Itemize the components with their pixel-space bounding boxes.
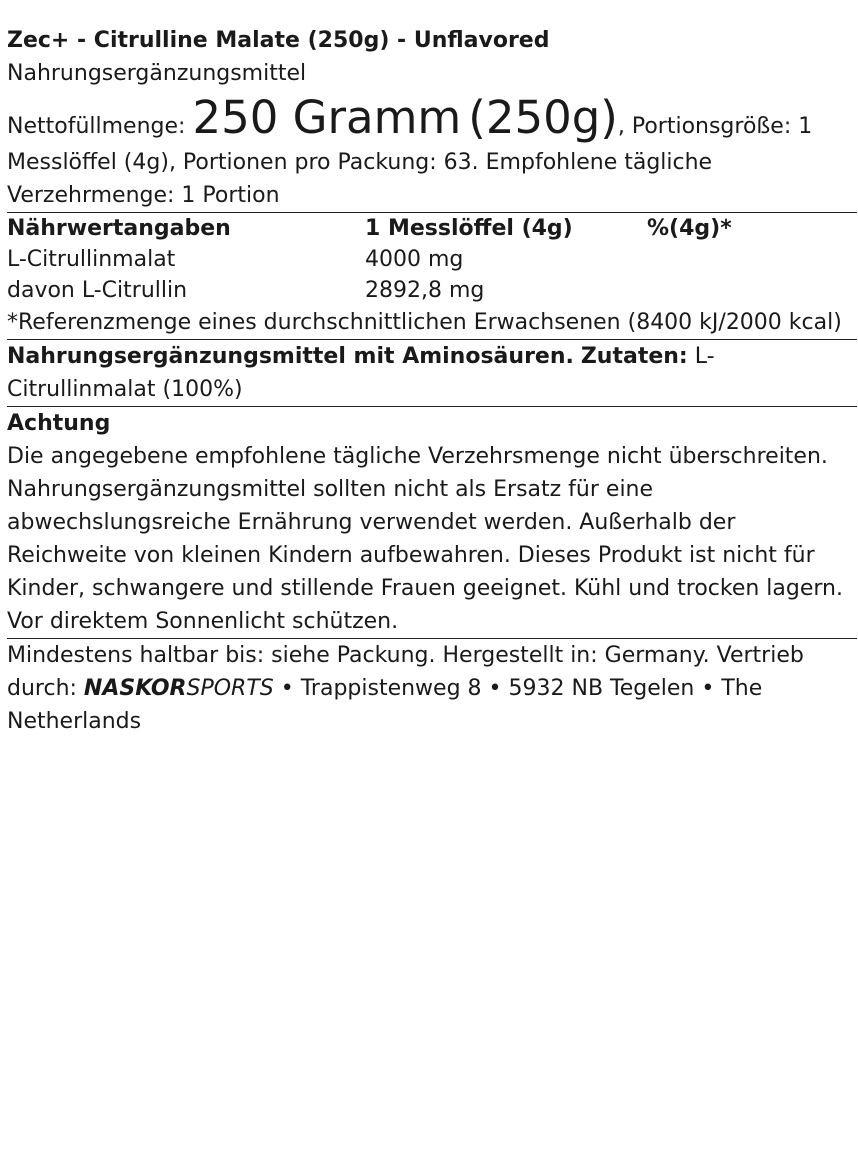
ingredients-label: Zutaten: (580, 344, 688, 369)
nutrient-amount: 2892,8 mg (365, 278, 485, 303)
nutrition-table (7, 213, 857, 306)
reference-footnote: *Referenzmenge eines durchschnittlichen Erwachsenen (8400 kJ/2000 kcal) (7, 310, 842, 335)
brand-name-bold: NASKOR (83, 676, 187, 701)
net-quantity-label: Nettofüllmenge: (7, 114, 186, 139)
nutrient-amount: 4000 mg (365, 247, 464, 272)
product-title: Zec+ - Citrulline Malate (250g) - Unflavored (7, 28, 550, 53)
nutrient-name: L-Citrullinmalat (7, 247, 176, 272)
nutrient-name: davon L-Citrullin (7, 278, 188, 303)
net-quantity-amount: 250 Gramm (192, 91, 462, 144)
nutrition-header-row (7, 213, 857, 244)
table-row (7, 244, 857, 275)
table-row (7, 275, 857, 306)
footer-block (7, 639, 857, 738)
ingredients-block (7, 340, 857, 406)
nutrient-percent (647, 244, 857, 275)
ingredients-intro: Nahrungsergänzungsmittel mit Aminosäuren. (7, 344, 574, 369)
product-category: Nahrungsergänzungsmittel (7, 61, 307, 86)
warning-text: Die angegebene empfohlene tägliche Verzehrsmenge nicht überschreiten. Nahrungsergänzungsmittel sollten nicht als Ersatz für eine abwechslungsreiche Ernährung verwendet werden. Außerhalb der Reichweite von kleinen Kindern aufbewahren. Dieses Produkt ist nicht für Kinder, schwangere und stillende Frauen geeignet. Kühl und trocken lagern. Vor direktem Sonnenlicht schützen. (7, 444, 843, 634)
serving-info: , Portionsgröße: 1 Messlöffel (4g), Portionen pro Packung: 63. Empfohlene tägliche Verzehrmenge: 1 Portion (7, 114, 813, 208)
nutrition-header-name: Nährwertangaben (7, 216, 231, 241)
footer-address: • Trappistenweg 8 • 5932 NB Tegelen • The Netherlands (7, 676, 763, 734)
nutrition-header-percent: %(4g)* (647, 216, 732, 241)
brand-name-italic: SPORTS (186, 676, 274, 701)
footer-prefix: Mindestens haltbar bis: siehe Packung. Hergestellt in: Germany. Vertrieb durch: (7, 643, 804, 701)
ingredients-text: L-Citrullinmalat (100%) (7, 344, 715, 402)
label-content (7, 24, 857, 738)
net-quantity-paren: (250g) (468, 91, 618, 144)
net-quantity-block (7, 90, 857, 212)
nutrition-header-serving: 1 Messlöffel (4g) (365, 216, 573, 241)
warning-title: Achtung (7, 411, 111, 436)
nutrient-percent (647, 275, 857, 306)
